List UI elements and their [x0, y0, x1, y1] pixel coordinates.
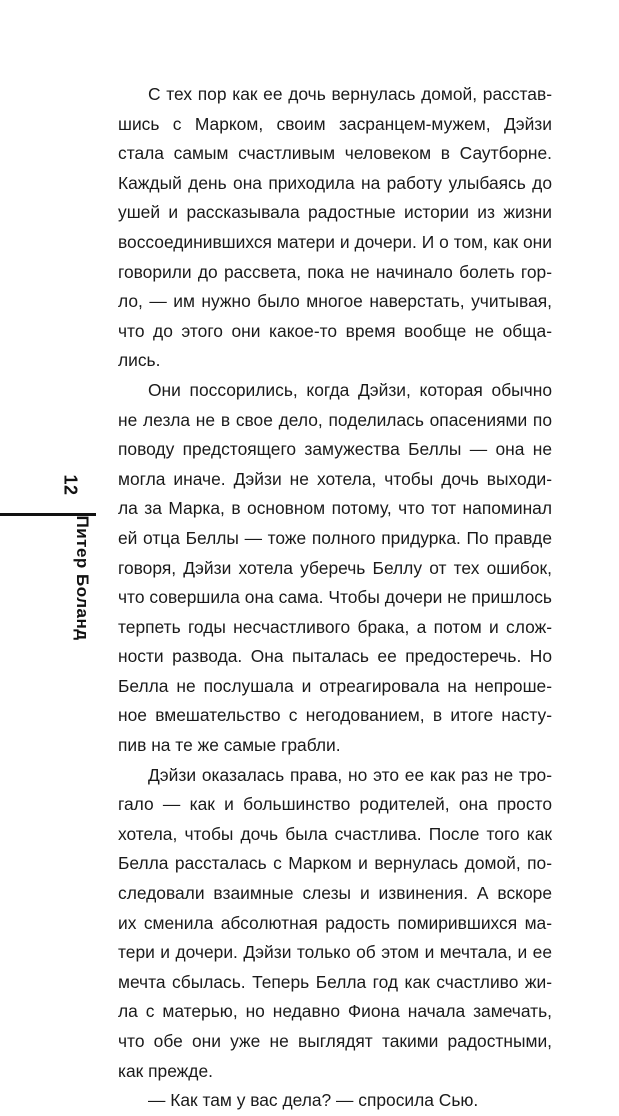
text-line: поводу предстоящего замужества Беллы — она не: [118, 439, 552, 460]
text-line: Они поссорились, когда Дэйзи, которая обычно: [148, 379, 552, 400]
text-line: ушей и рассказывала радостные истории из жизни: [118, 202, 552, 223]
text-line: Каждый день она приходила на работу улыбаясь до: [118, 172, 552, 193]
text-line: следовали взаимные слезы и извинения. А вскоре: [118, 883, 552, 904]
text-line: что совершила она сама. Чтобы дочери не пришлось: [118, 587, 552, 608]
text-line: говорили до рассвета, пока не начинало болеть гор-: [118, 261, 552, 282]
text-line: ности развода. Она пыталась ее предостеречь. Но: [118, 646, 552, 667]
text-line: воссоединившихся матери и дочери. И о том, как они: [118, 231, 552, 252]
text-line: что обе они уже не выглядят такими радостными,: [118, 1031, 552, 1051]
text-line: хотела, чтобы дочь была счастлива. После того как: [118, 823, 552, 844]
text-line: терпеть годы несчастливого брака, а потом и слож-: [118, 616, 552, 637]
text-line: пив на те же самые грабли.: [118, 735, 341, 756]
text-line: их сменила абсолютная радость помирившихся ма-: [118, 912, 552, 933]
page-number: 12: [60, 474, 81, 496]
text-line: не лезла не в свое дело, поделилась опасениями по: [118, 409, 552, 430]
text-line: стала самым счастливым человеком в Саутборне.: [118, 143, 552, 164]
text-line: Дэйзи оказалась права, но это ее как раз не тро-: [148, 764, 552, 785]
text-line: лись.: [118, 350, 161, 371]
text-line: ла с матерью, но недавно Фиона начала замечать,: [118, 1001, 552, 1022]
running-head-author: Питер Боланд: [73, 515, 92, 641]
text-line: говоря, Дэйзи хотела уберечь Беллу от тех ошибок,: [118, 557, 552, 578]
text-line: — Как там у вас дела? — спросила Сью.: [148, 1090, 479, 1111]
text-line: Белла рассталась с Марком и вернулась домой, по-: [118, 853, 552, 874]
text-line: гало — как и большинство родителей, она просто: [118, 794, 552, 815]
text-line: шись с Марком, своим засранцем-мужем, Дэйзи: [118, 113, 552, 134]
text-line: ло, — им нужно было многое наверстать, учитывая,: [118, 291, 552, 312]
text-line: С тех пор как ее дочь вернулась домой, расстав-: [148, 84, 552, 104]
text-line: мечта сбылась. Теперь Белла год как счастливо жи-: [118, 971, 552, 992]
body-text: [118, 80, 552, 1116]
text-line: что до этого они какое-то время вообще не обща-: [118, 320, 552, 341]
text-line: Белла не послушала и отреагировала на непроше-: [118, 675, 552, 696]
text-line: могла иначе. Дэйзи не хотела, чтобы дочь выходи-: [118, 468, 552, 489]
text-line: ла за Марка, в основном потому, что тот напоминал: [118, 498, 552, 519]
text-line: ей отца Беллы — тоже полного придурка. По правде: [118, 527, 552, 548]
text-line: как прежде.: [118, 1060, 213, 1081]
text-line: тери и дочери. Дэйзи только об этом и мечтала, и ее: [118, 942, 552, 963]
text-line: ное вмешательство с негодованием, в итоге насту-: [118, 705, 552, 726]
